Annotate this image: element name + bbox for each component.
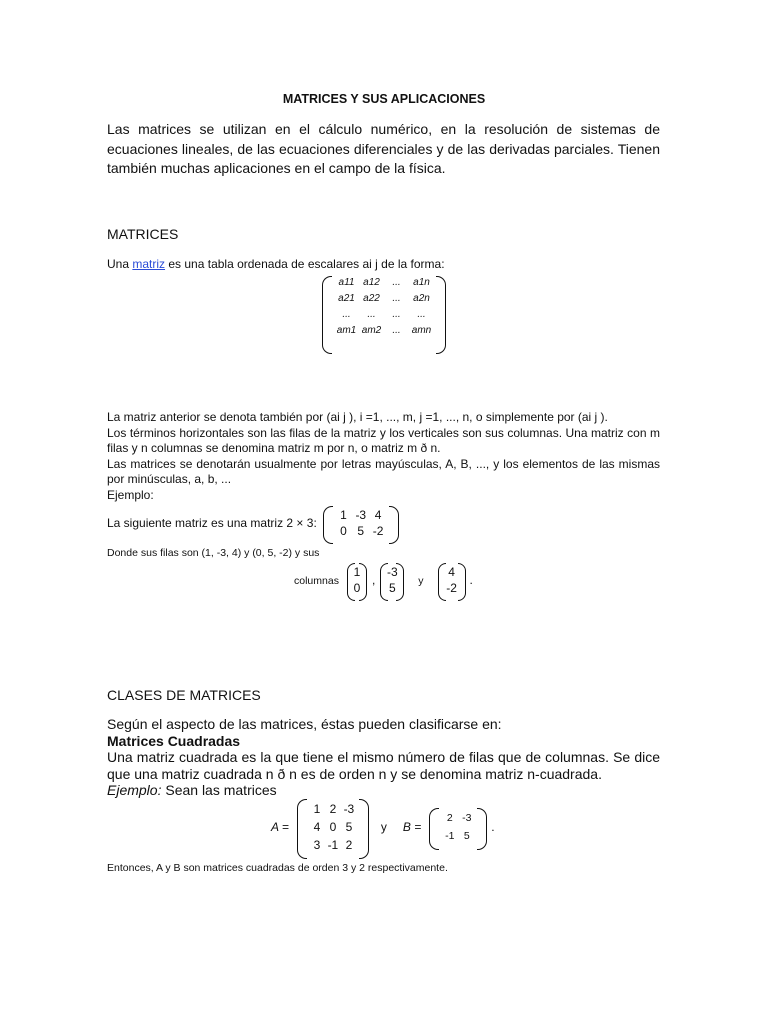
matrix-entry: ...: [392, 325, 401, 336]
period: .: [469, 573, 473, 588]
rows-sentence: Donde sus filas son (1, -3, 4) y (0, 5, -2) y sus: [107, 547, 320, 559]
matrix-a: [297, 799, 369, 857]
matrix-entry: 5: [357, 524, 365, 538]
matrix-entry: -3: [462, 812, 472, 824]
example-sentence: La siguiente matriz es una matriz 2 × 3:: [107, 516, 317, 531]
matrix-a-label: A =: [271, 820, 289, 835]
matrix-entry: 2: [446, 812, 453, 824]
section-heading-matrices: MATRICES: [107, 226, 179, 242]
matrix-entry: a22: [363, 293, 380, 304]
matrix-entry: am2: [361, 325, 382, 336]
column-vector-1: [347, 563, 367, 599]
matrix-entry: 1: [313, 802, 321, 816]
intro-paragraph: Las matrices se utilizan en el cálculo numérico, en la resolución de sistemas de ecuaciones lineales, de las ecuaciones diferenciales y de las derivadas parciales. Tienen también muchas aplicaciones en el campo de la física.: [107, 121, 660, 176]
matrix-entry: amn: [411, 325, 432, 336]
example-label: Ejemplo:: [107, 487, 154, 502]
column-vector-3: [438, 563, 466, 599]
ejemplo2-label: Ejemplo:: [107, 782, 162, 798]
period-ab: .: [491, 820, 495, 835]
matrix-entry: -1: [327, 838, 339, 852]
comma-separator: ,: [371, 573, 376, 588]
columns-row: [294, 563, 473, 599]
cuadradas-heading: Matrices Cuadradas: [107, 732, 241, 749]
matrix-entry: am1: [336, 325, 357, 336]
matrix-b: [429, 808, 487, 848]
matrix-entry: 0: [353, 581, 361, 595]
matrix-entry: a2n: [413, 293, 430, 304]
y-conjunction-ab: y: [380, 820, 387, 835]
matrix-entry: 5: [463, 830, 470, 842]
definition-suffix: es una tabla ordenada de escalares ai j de la forma:: [165, 257, 445, 271]
matrix-entry: 2: [329, 802, 337, 816]
example-row: [107, 506, 399, 542]
matrix-entry: 3: [313, 838, 321, 852]
conclusion-text: Entonces, A y B son matrices cuadradas de orden 3 y 2 respectivamente.: [107, 862, 448, 874]
matrix-entry: ...: [392, 277, 401, 288]
matrix-entry: -1: [445, 830, 455, 842]
matrix-entry: 5: [388, 581, 396, 595]
matrix-entry: 4: [448, 565, 455, 579]
columns-label: columnas: [294, 575, 339, 587]
y-conjunction: y: [418, 575, 424, 587]
matrix-entry: 0: [329, 820, 337, 834]
matrix-entry: a12: [363, 277, 380, 288]
matrix-entry: ...: [392, 309, 401, 320]
matrix-entry: 0: [340, 524, 347, 538]
matriz-link[interactable]: matriz: [132, 257, 166, 271]
section-heading-clases: CLASES DE MATRICES: [107, 687, 261, 703]
cuadradas-text: Una matriz cuadrada es la que tiene el mismo número de filas que de columnas. Se dice que una matriz cuadrada n ð n es de orden n y se denomina matriz n-cuadrada.: [107, 749, 660, 782]
letters-text: Las matrices se denotarán usualmente por letras mayúsculas, A, B, ..., y los elementos de las mismas por minúsculas, a, b, ...: [107, 456, 660, 486]
ejemplo2-text: Sean las matrices: [161, 782, 277, 798]
matrix-entry: -2: [372, 524, 384, 538]
definition-prefix: Una: [107, 257, 133, 271]
matrix-entry: a11: [338, 277, 355, 288]
matrix-entry: 2: [345, 838, 353, 852]
matrix-entry: -3: [386, 565, 398, 579]
example-matrix: [323, 506, 399, 542]
matrix-entry: -3: [355, 508, 367, 522]
column-vector-2: [380, 563, 404, 599]
matrix-entry: 4: [374, 508, 382, 522]
clases-intro: Según el aspecto de las matrices, éstas pueden clasificarse en:: [107, 716, 502, 732]
matrix-entry: ...: [392, 293, 401, 304]
matrix-entry: ...: [342, 309, 351, 320]
matrices-ab-row: [271, 799, 495, 857]
definition-line: [107, 257, 445, 273]
matrix-entry: ...: [367, 309, 376, 320]
matrix-entry: ...: [417, 309, 426, 320]
right-parenthesis: [436, 276, 446, 354]
matrix-entry: a21: [338, 293, 355, 304]
general-matrix: [322, 276, 446, 352]
left-parenthesis: [322, 276, 332, 354]
notation-line: La matriz anterior se denota también por (ai j ), i =1, ..., m, j =1, ..., n, o simplemente por (ai j ).: [107, 410, 608, 424]
matrix-entry: 5: [345, 820, 353, 834]
matrix-entry: 1: [340, 508, 347, 522]
document-title: MATRICES Y SUS APLICACIONES: [282, 92, 486, 106]
matrix-entry: 1: [353, 565, 361, 579]
matrix-entry: -3: [343, 802, 355, 816]
matrix-entry: a1n: [413, 277, 430, 288]
clases-block: [107, 716, 660, 799]
rows-columns-text: Los términos horizontales son las filas de la matriz y los verticales son sus columnas. Una matriz con m filas y n columnas se denomina matriz m por n, o matriz m ð n.: [107, 425, 660, 455]
matrix-entry: -2: [446, 581, 457, 595]
matrix-b-label: B =: [402, 820, 422, 835]
matrix-entry: 4: [313, 820, 321, 834]
notation-paragraph: [107, 410, 660, 503]
